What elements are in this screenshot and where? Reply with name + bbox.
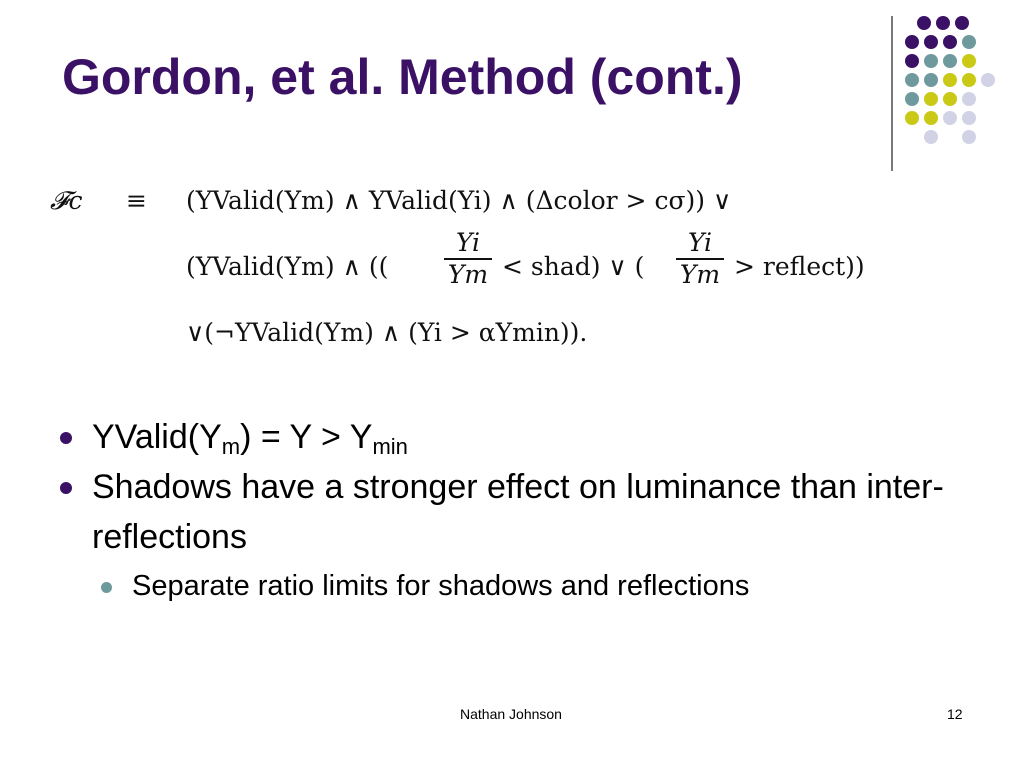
- bullet-dot-icon: [60, 432, 72, 444]
- fraction-shad: [442, 228, 494, 290]
- formula-line-2-b: < shad) ∨ (: [502, 252, 645, 281]
- bullet-yvalid: [58, 412, 958, 462]
- decor-dot: [962, 54, 976, 68]
- decor-dot: [924, 130, 938, 144]
- decor-dot: [943, 54, 957, 68]
- decor-dot: [924, 54, 938, 68]
- decor-dot: [905, 35, 919, 49]
- bullet-text: Shadows have a stronger effect on luminance than inter-reflections: [92, 468, 944, 556]
- decor-dot: [962, 35, 976, 49]
- fraction-denominator: Ym: [679, 260, 721, 289]
- formula-line-2-c: > reflect)): [734, 252, 865, 281]
- formula-line-1: (YValid(Ym) ∧ YValid(Yi) ∧ (Δcolor > cσ)) ∨: [186, 186, 732, 215]
- fraction-numerator: Yi: [455, 228, 481, 257]
- decor-dot: [917, 16, 931, 30]
- subscript-m: m: [221, 434, 241, 459]
- decor-dot: [905, 54, 919, 68]
- sub-bullet-text: Separate ratio limits for shadows and reflections: [132, 570, 750, 602]
- decor-dot: [962, 111, 976, 125]
- fraction-numerator: Yi: [687, 228, 713, 257]
- decor-dot: [981, 73, 995, 87]
- bullet-shadows: [58, 462, 958, 562]
- decor-dot: [943, 92, 957, 106]
- subscript-min: min: [372, 434, 408, 459]
- footer-author: Nathan Johnson: [460, 706, 562, 722]
- decor-dot: [962, 130, 976, 144]
- bullet-dot-icon: [60, 482, 72, 494]
- decor-dot: [943, 35, 957, 49]
- decor-dot: [962, 92, 976, 106]
- decor-dot: [924, 35, 938, 49]
- bullet-list: [58, 412, 958, 606]
- fraction-reflect: [674, 228, 726, 290]
- bullet-text-pre: YValid(Y: [92, 418, 222, 456]
- decor-dot: [936, 16, 950, 30]
- fraction-denominator: Ym: [447, 260, 489, 289]
- decor-dot: [943, 73, 957, 87]
- decor-dot: [905, 92, 919, 106]
- decorative-dot-grid: [905, 14, 1015, 164]
- decor-dot: [943, 111, 957, 125]
- decor-dot: [962, 73, 976, 87]
- decor-dot: [905, 111, 919, 125]
- sub-bullet-dot-icon: [101, 582, 112, 593]
- formula-line-3: ∨(¬YValid(Ym) ∧ (Yi > αYmin)).: [186, 318, 588, 347]
- decor-dot: [924, 73, 938, 87]
- decor-dot: [924, 111, 938, 125]
- decor-dot: [955, 16, 969, 30]
- formula-lhs: 𝓕c: [50, 186, 83, 215]
- divider-line: [891, 16, 893, 171]
- formula-equiv: ≡: [126, 186, 147, 215]
- slide-title: Gordon, et al. Method (cont.): [62, 49, 743, 105]
- formula-block: [50, 172, 910, 362]
- slide-number: 12: [947, 706, 963, 722]
- sub-bullet-ratio-limits: [58, 566, 958, 606]
- bullet-text-mid: ) = Y > Y: [240, 418, 373, 456]
- formula-line-2-a: (YValid(Ym) ∧ ((: [186, 252, 389, 281]
- decor-dot: [905, 73, 919, 87]
- decor-dot: [924, 92, 938, 106]
